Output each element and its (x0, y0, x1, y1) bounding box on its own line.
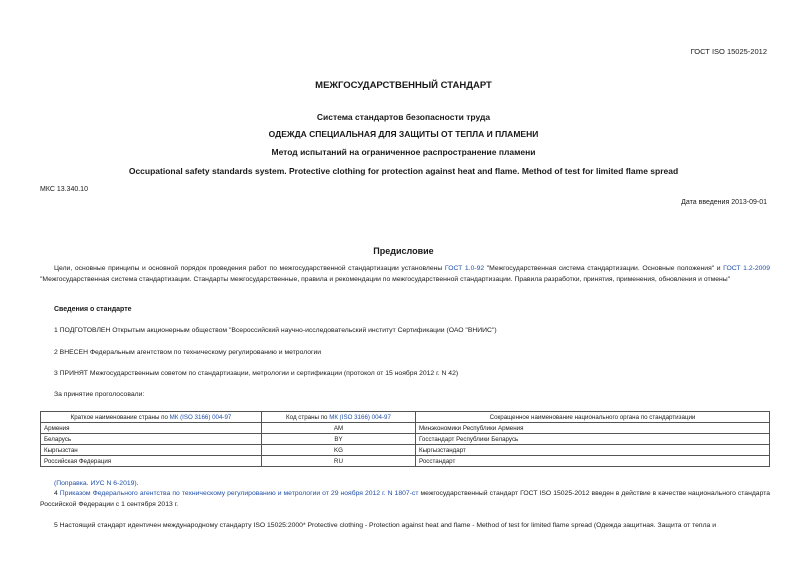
item-submitted: 2 ВНЕСЕН Федеральным агентством по техническому регулированию и метрологии (54, 349, 322, 356)
code-cell: KG (262, 445, 416, 456)
standard-info-heading: Сведения о стандарте (54, 306, 132, 313)
mks-code: МКС 13.340.10 (40, 186, 88, 193)
table-row (41, 423, 770, 434)
item-prepared: 1 ПОДГОТОВЛЕН Открытым акционерным обществом "Всероссийский научно-исследовательский институт Сертификации (ОАО "ВНИИС") (54, 327, 497, 334)
introduction-date: Дата введения 2013-09-01 (681, 199, 767, 206)
voting-countries-table (40, 411, 770, 467)
table-row (41, 434, 770, 445)
code-cell: AM (262, 423, 416, 434)
body-cell: Кыргызстандарт (416, 445, 770, 456)
country-cell: Беларусь (41, 434, 262, 445)
voted-label: За принятие проголосовали: (54, 391, 145, 398)
system-title: Система стандартов безопасности труда (316, 112, 491, 122)
order-link[interactable]: Приказом Федерального агентства по техническому регулированию и метрологии от 29 ноября 2012 г. N 1807-ст (59, 490, 419, 497)
body-cell: Росстандарт (416, 456, 770, 467)
code-cell: RU (262, 456, 416, 467)
code-cell: BY (262, 434, 416, 445)
document-id: ГОСТ ISO 15025-2012 (690, 47, 767, 56)
table-row (41, 445, 770, 456)
preface-paragraph (40, 264, 770, 285)
country-cell: Армения (41, 423, 262, 434)
english-title: Occupational safety standards system. Protective clothing for protection against heat and flame. Method of test for limited flame spread (128, 166, 679, 176)
body-cell: Госстандарт Республики Беларусь (416, 434, 770, 445)
subject-title: ОДЕЖДА СПЕЦИАЛЬНАЯ ДЛЯ ЗАЩИТЫ ОТ ТЕПЛА И ПЛАМЕНИ (268, 129, 539, 139)
preface-text-2: "Межгосударственная система стандартизации. Основные положения" и (484, 265, 724, 272)
document-title: МЕЖГОСУДАРСТВЕННЫЙ СТАНДАРТ (315, 80, 492, 91)
method-title: Метод испытаний на ограниченное распространение пламени (271, 147, 536, 157)
preface-heading: Предисловие (373, 246, 434, 256)
gost-1-2-link[interactable]: ГОСТ 1.2-2009 (723, 265, 770, 272)
item-enacted: 4 Приказом Федерального агентства по техническому регулированию и метрологии от 29 ноября 2012 г. N 1807-ст межгосударственный стандарт ГОСТ ISO 15025-2012 введен в действие в качестве национального стандарта Российской Федерации с 1 сентября 2013 г. (40, 490, 771, 508)
country-cell: Российская Федерация (41, 456, 262, 467)
column-header-code: Код страны по МК (ISO 3166) 004-97 (262, 412, 416, 423)
column-header-country: Краткое наименование страны по МК (ISO 3166) 004-97 (41, 412, 262, 423)
country-cell: Кыргызстан (41, 445, 262, 456)
mk-iso-3166-link[interactable]: МК (ISO 3166) 004-97 (169, 413, 232, 421)
table-row (41, 456, 770, 467)
mk-iso-3166-link[interactable]: МК (ISO 3166) 004-97 (329, 413, 391, 421)
preface-text-1: Цели, основные принципы и основной порядок проведения работ по межгосударственной стандартизации установлены (54, 265, 445, 272)
column-header-body: Сокращенное наименование национального органа по стандартизации (416, 412, 770, 423)
preface-text-3: "Межгосударственная система стандартизации. Стандарты межгосударственные, правила и рекомендации по межгосударственной стандартизации. Правила разработки, принятия, применения, обновления и отмены" (40, 275, 731, 283)
item-identical: 5 Настоящий стандарт идентичен международному стандарту ISO 15025:2000* Protective clothing - Protection against heat and flame - Method of test for limited flame spread (Одежда защитная. Защита от тепла и (54, 522, 717, 529)
gost-1-0-link[interactable]: ГОСТ 1.0-92 (444, 265, 485, 272)
body-cell: Минэкономики Республики Армения (416, 423, 770, 434)
table-header-row (41, 412, 770, 423)
item-adopted: 3 ПРИНЯТ Межгосударственным советом по стандартизации, метрологии и сертификации (протокол от 15 ноября 2012 г. N 42) (54, 370, 459, 377)
amendment-note: (Поправка. ИУС N 6-2019). (54, 480, 139, 487)
amendment-link[interactable]: (Поправка. ИУС N 6-2019) (54, 480, 137, 487)
